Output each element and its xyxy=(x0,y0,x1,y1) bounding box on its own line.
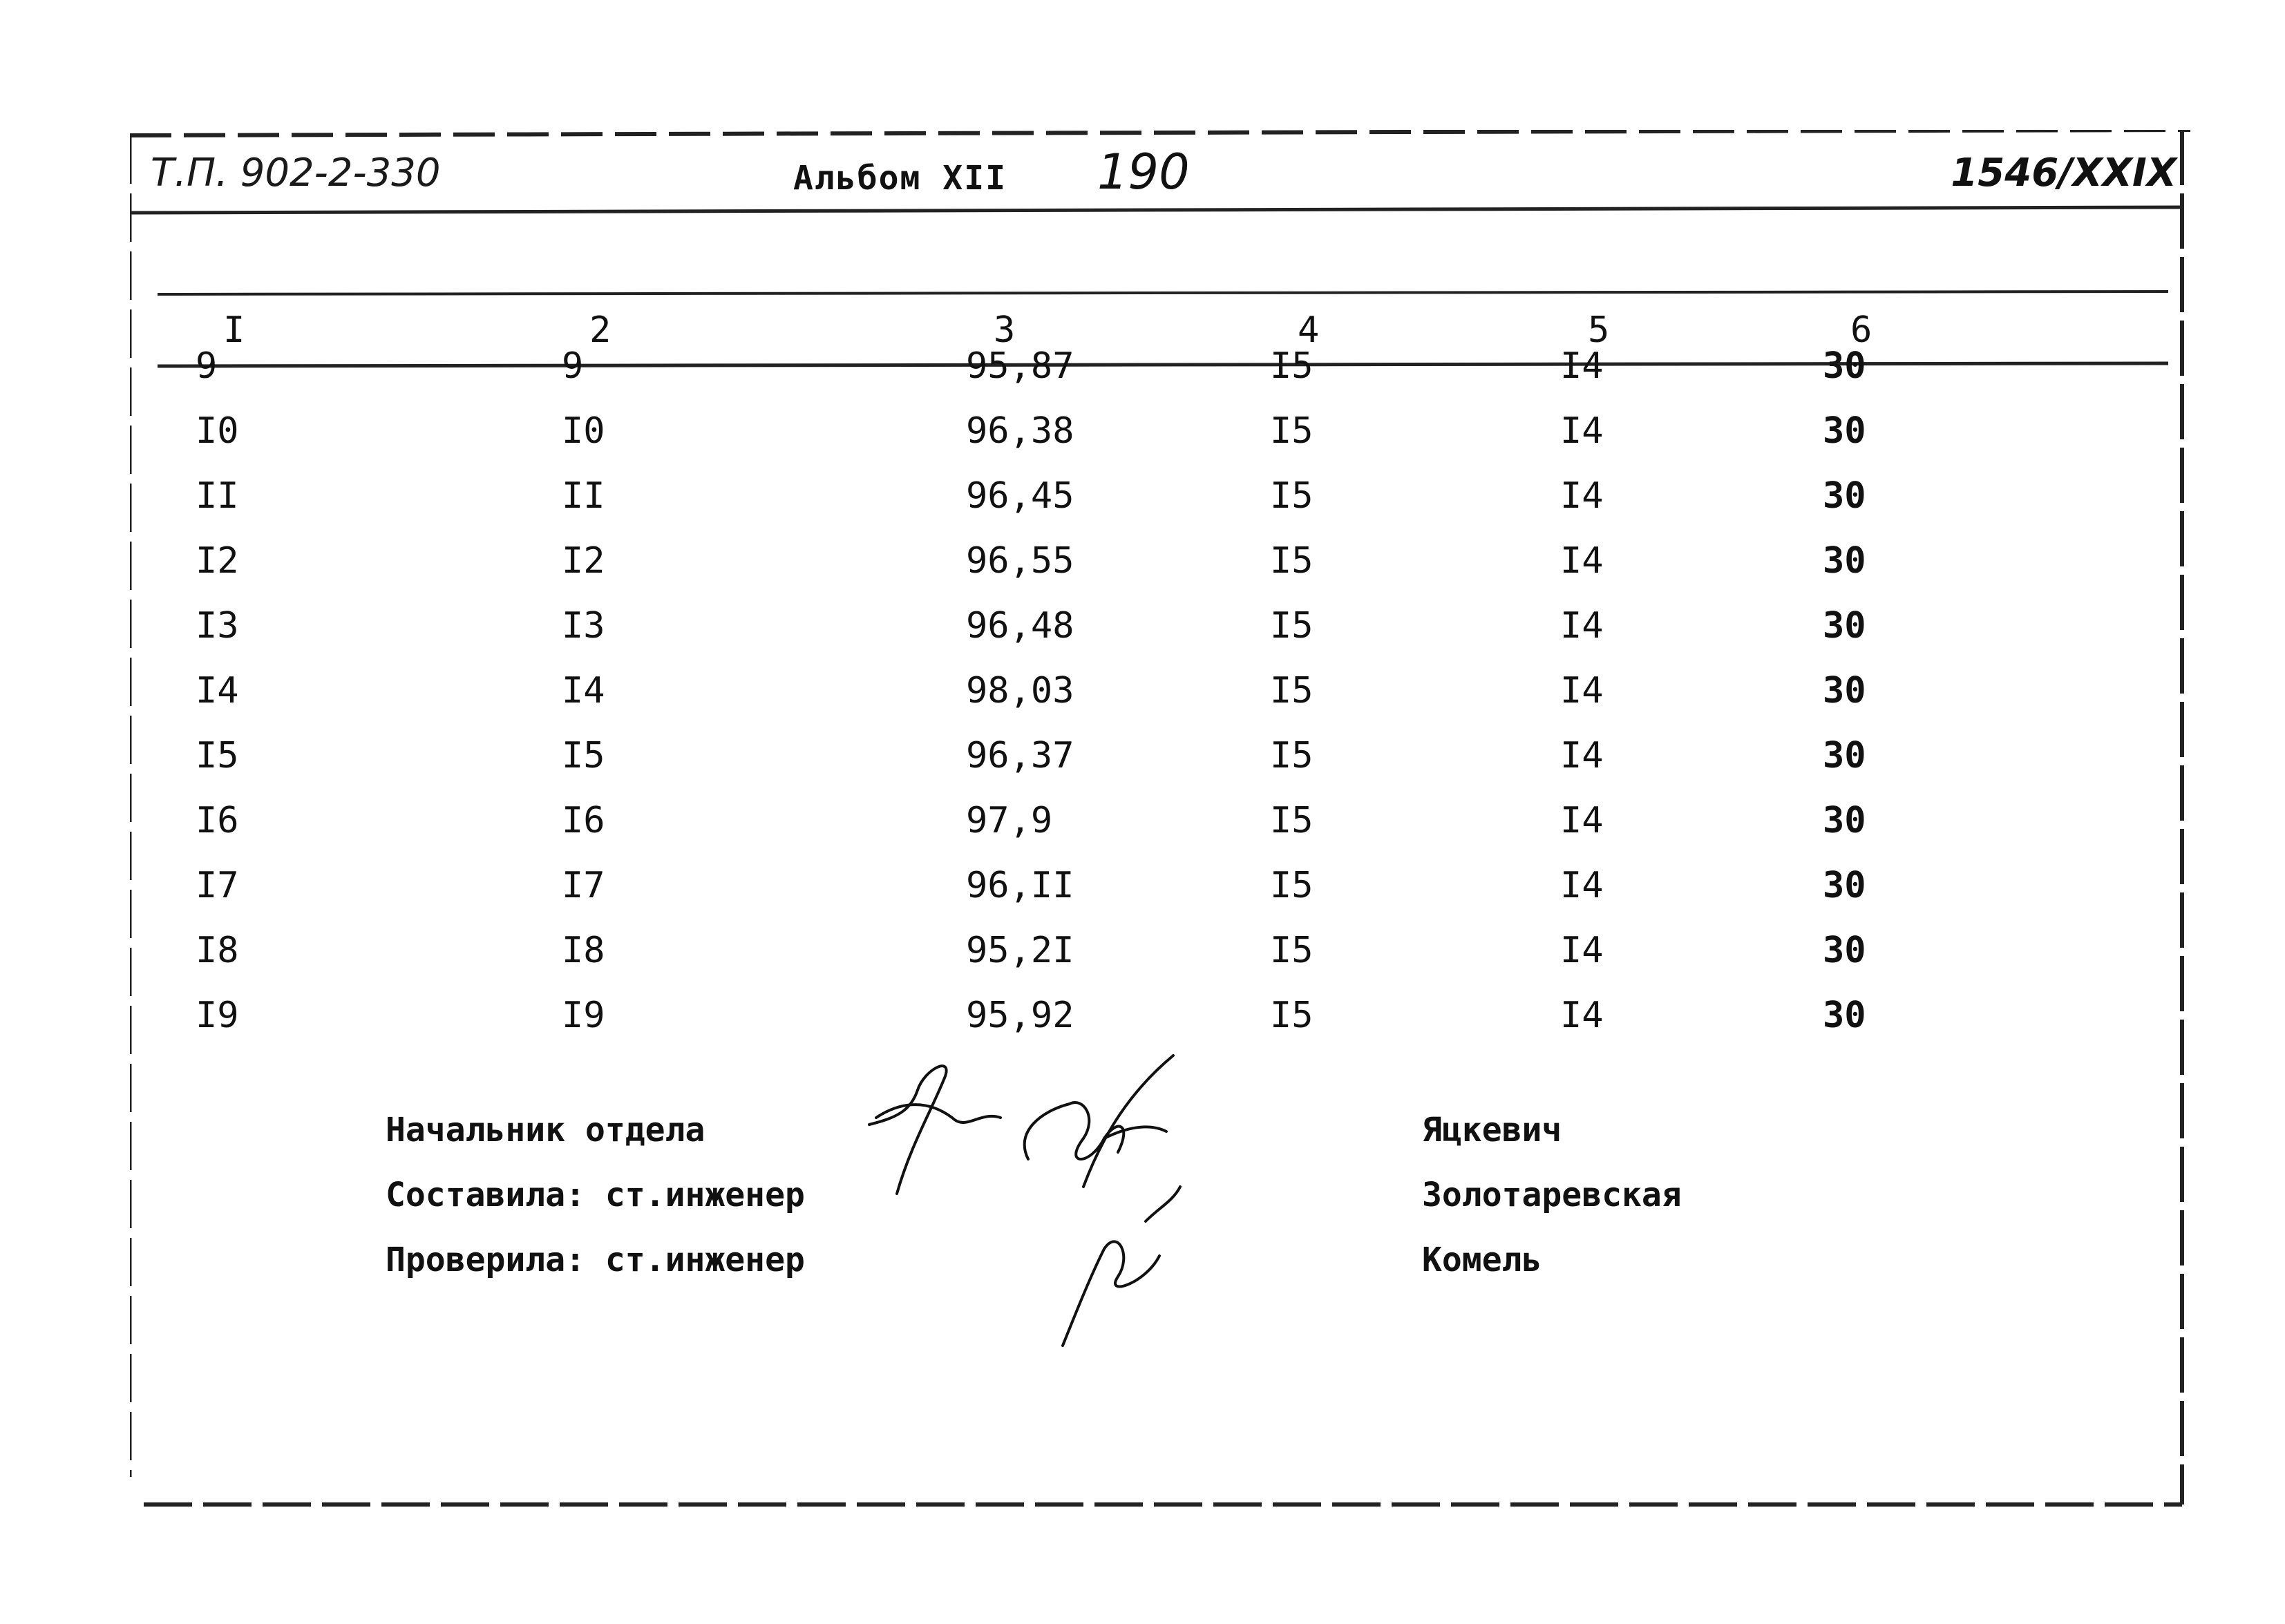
table-cell: I7 xyxy=(196,865,239,906)
table-cell: I8 xyxy=(196,930,239,971)
signature-block xyxy=(386,1111,2044,1306)
table-cell: I4 xyxy=(1560,605,1604,647)
table-cell: I5 xyxy=(1270,800,1314,841)
table-cell: I3 xyxy=(196,605,239,647)
table-cell: 96,55 xyxy=(966,540,1074,582)
table-cell: I3 xyxy=(562,605,605,647)
table-cell: I7 xyxy=(562,865,605,906)
table-cell: 9 xyxy=(196,345,218,387)
table-cell: I5 xyxy=(562,735,605,776)
table-cell: I5 xyxy=(196,735,239,776)
table-cell: I5 xyxy=(1270,410,1314,452)
table-row xyxy=(130,670,2134,735)
table-cell: I5 xyxy=(1270,930,1314,971)
table-cell: II xyxy=(562,475,605,517)
table-cell: I6 xyxy=(196,800,239,841)
table-row xyxy=(130,605,2134,670)
signature-role: Проверила: ст.инженер xyxy=(386,1241,805,1279)
signature-name: Золотаревская xyxy=(1422,1176,1682,1214)
signature-role: Составила: ст.инженер xyxy=(386,1176,805,1214)
table-row xyxy=(130,475,2134,540)
table-cell: 30 xyxy=(1823,930,1866,971)
table-cell: I8 xyxy=(562,930,605,971)
table-cell: I5 xyxy=(1270,475,1314,517)
document-code: Т.П. 902-2-330 xyxy=(151,151,441,195)
table-cell: I5 xyxy=(1270,995,1314,1036)
table-cell: 30 xyxy=(1823,670,1866,711)
column-header: I xyxy=(223,309,245,351)
table-cell: I4 xyxy=(1560,930,1604,971)
table-cell: I4 xyxy=(1560,475,1604,517)
column-header: 5 xyxy=(1588,309,1610,351)
table-row xyxy=(130,930,2134,995)
column-header: 4 xyxy=(1298,309,1320,351)
table-cell: I9 xyxy=(196,995,239,1036)
table-cell: I6 xyxy=(562,800,605,841)
table-cell: 97,9 xyxy=(966,800,1053,841)
table-cell: I4 xyxy=(1560,540,1604,582)
signature-name: Яцкевич xyxy=(1422,1111,1562,1149)
table-cell: I0 xyxy=(196,410,239,452)
sheet-code: 1546/XXIX xyxy=(1951,151,2177,195)
table-cell: 96,37 xyxy=(966,735,1074,776)
table-cell: 95,2I xyxy=(966,930,1074,971)
table-cell: 30 xyxy=(1823,865,1866,906)
table-cell: I0 xyxy=(562,410,605,452)
table-cell: I5 xyxy=(1270,345,1314,387)
table-row xyxy=(130,865,2134,930)
page-number: 190 xyxy=(1097,144,1190,200)
table-cell: 95,87 xyxy=(966,345,1074,387)
table-cell: I9 xyxy=(562,995,605,1036)
table-cell: 30 xyxy=(1823,605,1866,647)
table-cell: I4 xyxy=(196,670,239,711)
table-cell: I4 xyxy=(1560,995,1604,1036)
table-cell: 30 xyxy=(1823,735,1866,776)
table-cell: I4 xyxy=(1560,735,1604,776)
table-cell: 9 xyxy=(562,345,584,387)
table-row xyxy=(130,735,2134,800)
table-cell: 30 xyxy=(1823,475,1866,517)
table-cell: 96,45 xyxy=(966,475,1074,517)
table-body xyxy=(130,345,2134,1060)
table-cell: I4 xyxy=(1560,410,1604,452)
table-cell: I4 xyxy=(1560,670,1604,711)
table-cell: I4 xyxy=(1560,865,1604,906)
table-cell: 30 xyxy=(1823,800,1866,841)
table-cell: I4 xyxy=(1560,800,1604,841)
table-cell: 30 xyxy=(1823,345,1866,387)
table-cell: I2 xyxy=(196,540,239,582)
column-header: 2 xyxy=(589,309,611,351)
table-cell: 30 xyxy=(1823,540,1866,582)
column-header: 3 xyxy=(994,309,1016,351)
table-cell: I2 xyxy=(562,540,605,582)
table-cell: 96,38 xyxy=(966,410,1074,452)
signature-name: Комель xyxy=(1422,1241,1542,1279)
signature-row xyxy=(386,1241,2044,1306)
table-cell: I4 xyxy=(1560,345,1604,387)
table-cell: 98,03 xyxy=(966,670,1074,711)
table-row xyxy=(130,410,2134,475)
table-cell: 30 xyxy=(1823,410,1866,452)
table-cell: I5 xyxy=(1270,865,1314,906)
table-cell: 95,92 xyxy=(966,995,1074,1036)
table-row xyxy=(130,540,2134,605)
signature-row xyxy=(386,1111,2044,1176)
table-row xyxy=(130,800,2134,865)
album-label: Альбом XII xyxy=(793,159,1007,198)
table-cell: I5 xyxy=(1270,540,1314,582)
table-cell: I5 xyxy=(1270,735,1314,776)
document-sheet xyxy=(130,130,2190,1510)
table-cell: I5 xyxy=(1270,670,1314,711)
table-cell: I4 xyxy=(562,670,605,711)
table-cell: 30 xyxy=(1823,995,1866,1036)
table-cell: II xyxy=(196,475,239,517)
signature-row xyxy=(386,1176,2044,1241)
table-cell: 96,48 xyxy=(966,605,1074,647)
table-cell: 96,II xyxy=(966,865,1074,906)
table-row xyxy=(130,345,2134,410)
table-cell: I5 xyxy=(1270,605,1314,647)
column-header: 6 xyxy=(1850,309,1872,351)
signature-role: Начальник отдела xyxy=(386,1111,705,1149)
